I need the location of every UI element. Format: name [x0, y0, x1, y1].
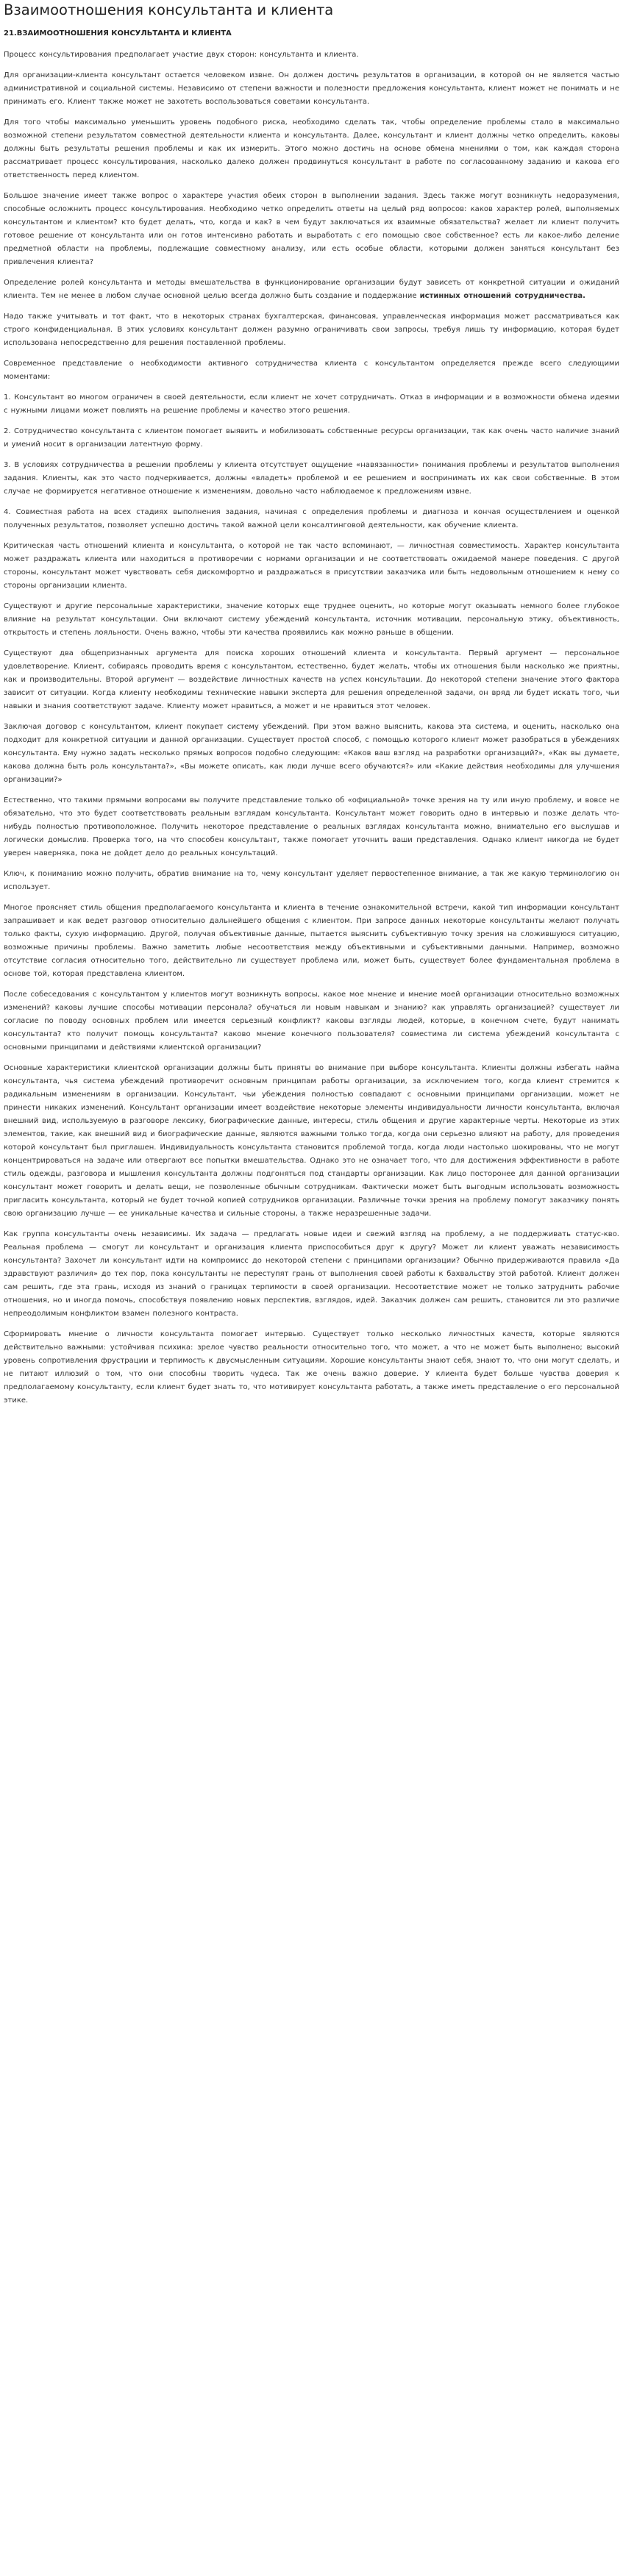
paragraph: [4, 540, 619, 593]
paragraph: [4, 69, 619, 109]
paragraph: [4, 647, 619, 713]
paragraph: [4, 1228, 619, 1321]
paragraph-text: Большое значение имеет также вопрос о характере участия обеих сторон в выполнении задания. Здесь также могут возникнуть недоразумения, способные осложнить процесс консультирования. Необходимо четко определить ответы на целый ряд вопросов: каков характер ролей, выполняемых консультантом и клиентом? кто будет делать, что, когда и как? в чем будут заключаться их взаимные обязательства? желает ли клиент получить готовое решение от консультанта или он готов интенсивно работать и выработать с его помощью свое собственное? есть ли какое-либо деление предметной области на проблемы, подлежащие совместному анализу, или есть особые области, которыми должен заняться консультант без привлечения клиента?: [4, 192, 619, 266]
paragraph-text: 1. Консультант во многом ограничен в своей деятельности, если клиент не хочет сотрудничать. Отказ в информации и в возможности обмена идеями с нужными лицами может повлиять на решение проблемы и качество этого решения.: [4, 393, 619, 415]
paragraph-text: Определение ролей консультанта и методы вмешательства в функционирование организации будут зависеть от конкретной ситуации и ожиданий клиента. Тем не менее в любом случае основной целью всегда должно быть создание и поддержание: [4, 279, 619, 300]
paragraph-text: 3. В условиях сотрудничества в решении проблемы у клиента отсутствует ощущение «навязанности» понимания проблемы и результатов выполнения задания. Клиенты, как это часто подчеркивается, должны «владеть» проблемой и ее решением и воспринимать их как свои собственные. В этом случае не формируется негативное отношение к изменениям, довольно часто наблюдаемое к предложениям извне.: [4, 461, 619, 496]
paragraph: [4, 868, 619, 894]
paragraph: [4, 459, 619, 499]
paragraph-text: Надо также учитывать и тот факт, что в некоторых странах бухгалтерская, финансовая, управленческая информация может рассматриваться как строго конфиденциальная. В этих условиях консультант должен разумно ограничивать свои запросы, требуя лишь ту информацию, которая будет использована непосредственно для решения поставленной проблемы.: [4, 313, 619, 347]
paragraph: [4, 357, 619, 384]
paragraph: [4, 1062, 619, 1221]
paragraph: [4, 425, 619, 452]
paragraph: [4, 190, 619, 269]
paragraph: [4, 310, 619, 350]
paragraph-text: Основные характеристики клиентской организации должны быть приняты во внимание при выборе консультанта. Клиенты должны избегать найма консультанта, чья система убеждений противоречит основным принципам работы организации, за исключением того, когда клиент стремится к радикальным изменениям в организации. Консультант, чьи убеждения полностью совпадают с основными принципами организации, может не принести никаких изменений. Консультант организации имеет воздействие некоторые элементы индивидуальности личности консультанта, включая внешний вид, используемую в разговоре лексику, биографические данные, интересы, стиль общения и другие характерные черты. Некоторые из этих элементов, такие, как внешний вид и биографические данные, являются важными только тогда, когда они серьезно влияют на работу, для проведения которой консультант был приглашен. Индивидуальность консультанта становится проблемой тогда, когда люди настолько шокированы, что не могут концентрироваться на задаче или отвергают все попытки вмешательства. Однако это не означает того, что для достижения эффективности в работе стиль одежды, разговора и мышления консультанта должны подгоняться под стандарты организации. Как лицо посторонее для данной организации консультант может говорить и делать вещи, не позволенные обычным сотрудникам. Фактически может быть выгодным использовать возможность пригласить консультанта, который не будет точной копией сотрудников организации. Различные точки зрения на проблему помогут заказчику понять свою организацию лучше — ее уникальные качества и сильные стороны, а также неразрешенные задачи.: [4, 1064, 619, 1218]
paragraph-text: Как группа консультанты очень независимы. Их задача — предлагать новые идеи и свежий взгляд на проблему, а не поддерживать статус-кво. Реальная проблема — смогут ли консультант и организация клиента приспособиться друг к другу? Может ли клиент уважать независимость консультанта? Захочет ли консультант идти на компромисс до некоторой степени с принципами организации? Обычно придерживаются правила «Да здравствуют различия» до тех пор, пока консультанты не переступят грань от выполнения своей работы к бахвальству этой работой. Клиент должен сам решить, где эта грань, исходя из знаний о границах терпимости в своей организации. Несоответствие может не только затруднить рабочие отношения, но и иногда помочь, способствуя появлению новых перспектив, взглядов, идей. Заказчик должен сам решить, становится ли это различие непреодолимым конфликтом взамен полезного контраста.: [4, 1230, 619, 1318]
paragraph: [4, 391, 619, 418]
paragraph: [4, 276, 619, 303]
paragraph-text: Существуют два общепризнанных аргумента для поиска хороших отношений клиента и консультанта. Первый аргумент — персональное удовлетворение. Клиент, собираясь проводить время с консультантом, естественно, будет желать, чтобы их отношения были насколько же приятны, как и производительны. Второй аргумент — воздействие личностных качеств на успех консультации. До некоторой степени значение этого фактора зависит от ситуации. Когда клиенту необходимы технические навыки эксперта для решения определенной задачи, он вряд ли будет искать того, чьи навыки и знания соответствуют задаче. Клиенту может нравиться, а может и не нравиться этот человек.: [4, 649, 619, 710]
paragraph-text: После собеседования с консультантом у клиентов могут возникнуть вопросы, какое мое мнение и мнение моей организации относительно возможных изменений? каковы лучшие способы мотивации персонала? обучаться ли новым навыкам и знанию? как управлять организацией? существует ли согласие по поводу основных проблем или имеется серьезный конфликт? каковы взгляды людей, которые, в конечном счете, будут нанимать консультанта? кто получит помощь консультанта? каково мнение конечного пользователя? совместима ли система убеждений консультанта с основными принципами и действиями клиентской организации?: [4, 991, 619, 1052]
paragraph-text: Существуют и другие персональные характеристики, значение которых еще труднее оценить, но которые могут оказывать немного более глубокое влияние на результат консультации. Они включают систему убеждений консультанта, источник мотивации, персональную этику, объективность, открытость и степень лояльности. Очень важно, чтобы эти качества проявились как можно раньше в общении.: [4, 602, 619, 637]
section-title: 21.ВЗАИМООТНОШЕНИЯ КОНСУЛЬТАНТА И КЛИЕНТА: [4, 29, 232, 38]
paragraph-text: Современное представление о необходимости активного сотрудничества клиента с консультантом определяется прежде всего следующими моментами:: [4, 360, 619, 381]
paragraph-text: Сформировать мнение о личности консультанта помогает интервью. Существует только несколько личностных качеств, которые являются действительно важными: устойчивая психика: зрелое чувство реальности относительно того, что может, а что не может быть выполнено; высокий уровень сопротивления фрустрации и терпимость к двусмысленным ситуациям. Хорошие консультанты знают себя, знают то, что они могут сделать, и не питают иллюзий о том, что они способны творить чудеса. Так же очень важно доверие. У клиента будет больше чувства доверия к предполагаемому консультанту, если клиент будет знать то, что мотивирует консультанта работать, а также иметь представление о его персональной этике.: [4, 1330, 619, 1405]
paragraph: [4, 988, 619, 1055]
paragraph-text: 2. Сотрудничество консультанта с клиентом помогает выявить и мобилизовать собственные ресурсы организации, так как очень часто наличие знаний и умений носит в организации латентную форму.: [4, 427, 619, 449]
paragraph: [4, 600, 619, 640]
paragraph: [4, 116, 619, 182]
paragraph-text: Процесс консультирования предполагает участие двух сторон: консультанта и клиента.: [4, 51, 359, 59]
paragraph: [4, 794, 619, 860]
paragraph-text: Для организации-клиента консультант остается человеком извне. Он должен достичь результатов в организации, в которой он не является частью административной и социальной системы. Независимо от степени важности и полезности предложения консультанта, клиент может не понимать и не принимать его. Клиент также может не захотеть воспользоваться советами консультанта.: [4, 71, 619, 106]
paragraph: [4, 506, 619, 532]
paragraph-text: Многое проясняет стиль общения предполагаемого консультанта и клиента в течение ознакомительной встречи, какой тип информации консультант запрашивает и как ведет разговор относительно дальнейшего общения с клиентом. При запросе данных некоторые консультанты желают получать только факты, сухую информацию. Другой, получая объективные данные, пытается выяснить субъективную точку зрения на сложившуюся ситуацию, возможные причины проблемы. Важно заметить любые несоответствия между объективными и субъективными данными. Например, возможно отсутствие согласия относительно того, действительно ли существует проблема или, может быть, существует более фундаментальная проблема в основе той, которая представлена клиентом.: [4, 904, 619, 978]
paragraph: [4, 1328, 619, 1407]
paragraph-text: Для того чтобы максимально уменьшить уровень подобного риска, необходимо сделать так, чтобы определение проблемы стало в максимально возможной степени результатом совместной деятельности клиента и консультанта. Далее, консультант и клиент должны четко определить, каковы должны быть результаты решения проблемы и как их измерить. Этого можно достичь на основе обмена мнениями о том, как каждая сторона рассматривает процесс консультирования, насколько далеко должен продвинуться консультант в работе по согласованному заданию и какова его ответственность перед клиентом.: [4, 118, 619, 179]
paragraph-text: 4. Совместная работа на всех стадиях выполнения задания, начиная с определения проблемы и диагноза и кончая осуществлением и оценкой полученных результатов, позволяет успешно достичь такой важной цели консалтинговой деятельности, как обучение клиента.: [4, 508, 619, 529]
page-title: Взаимоотношения консультанта и клиента: [4, 1, 334, 18]
paragraph-text: Заключая договор с консультантом, клиент покупает систему убеждений. При этом важно выяснить, какова эта система, и оценить, насколько она подходит для конкретной ситуации и данной организации. Существует простой способ, с помощью которого клиент может разобраться в убеждениях консультанта. Ему нужно задать несколько прямых вопросов подобно следующим: «Каков ваш взгляд на разработки организаций?», «Как вы думаете, какова должна быть роль консультанта?», «Вы можете описать, как люди лучше всего обучаются?» или «Какие действия необходимы для улучшения организации?»: [4, 723, 619, 784]
paragraph: [4, 49, 619, 62]
paragraph-text: Ключ, к пониманию можно получить, обратив внимание на то, чему консультант уделяет первостепенное внимание, а так же какую терминологию он использует.: [4, 870, 619, 891]
article-body: [4, 49, 619, 1407]
paragraph-emphasis: истинных отношений сотрудничества.: [419, 292, 585, 300]
paragraph: [4, 902, 619, 981]
paragraph: [4, 721, 619, 787]
paragraph-text: Критическая часть отношений клиента и консультанта, о которой не так часто вспоминают, — личностная совместимость. Характер консультанта может раздражать клиента или находиться в противоречии с нормами организации и не соответствовать ожидаемой манере поведения. С другой стороны, консультант может чувствовать себя дискомфортно и раздражаться в присутствии заказчика или быть недовольным отношением к нему со стороны организации клиента.: [4, 542, 619, 590]
paragraph-text: Естественно, что такими прямыми вопросами вы получите представление только об «официальной» точке зрения на ту или иную проблему, и вовсе не обязательно, что это будет соответствовать реальным взглядам консультанта. Консультант может говорить одно в интервью и позже делать что-нибудь полностью противоположное. Получить некоторое представление о реальных взглядах консультанта можно, внимательно его выслушав и логически домыслив. Проверка того, на что способен консультант, также помогает уточнить ваши представления. Однако клиент никогда не будет уверен наверняка, пока не дойдет дело до реальных консультаций.: [4, 796, 619, 857]
